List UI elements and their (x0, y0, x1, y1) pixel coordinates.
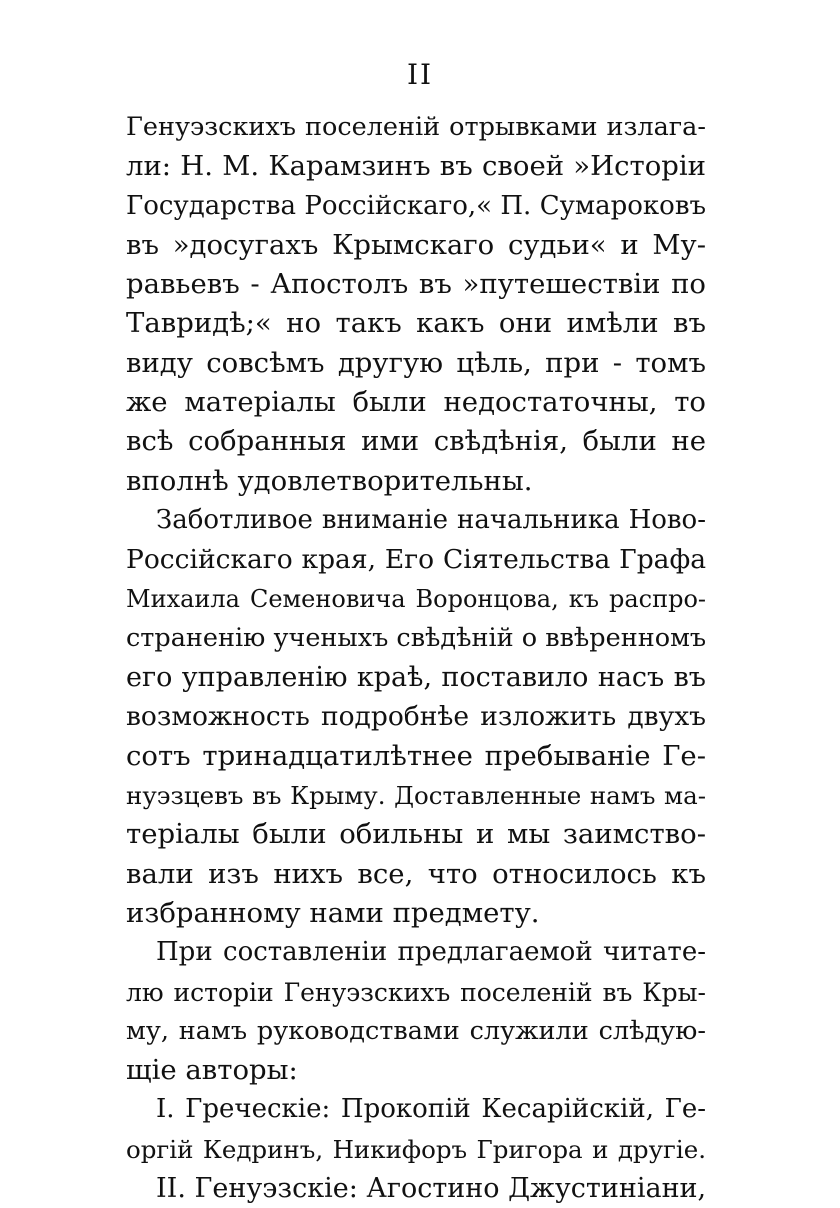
text-line: теріалы были обильны и мы заимство- (126, 818, 706, 851)
text-line: При составленіи предлагаемой читате- (156, 937, 706, 968)
text-line: Михаила Семеновича Воронцова, къ распро- (126, 584, 706, 613)
text-line: его управленію краѣ, поставило насъ въ (126, 662, 706, 694)
text-line: въ »досугахъ Крымскаго судьи« и Му- (126, 228, 706, 261)
text-line: ли: Н. М. Карамзинъ въ своей »Исторіи (126, 150, 706, 183)
text-line: Россійскаго края, Его Сіятельства Графа (126, 544, 706, 576)
text-line: Генуэзскихъ поселеній отрывками излага- (126, 112, 706, 142)
text-line: му, намъ руководствами служили слѣдую- (126, 1015, 706, 1046)
text-line: оргій Кедринъ, Никифоръ Григора и другіе. (126, 1134, 706, 1164)
text-line: виду совсѣмъ другую цѣль, при - томъ (126, 346, 706, 379)
text-line: сотъ тринадцатилѣтнее пребываніе Ге- (126, 739, 706, 772)
page-number: II (406, 58, 434, 91)
text-line: избранному нами предмету. (126, 896, 540, 929)
text-line: II. Генуэзскіе: Агостино Джустиніани, (156, 1173, 707, 1205)
text-line: вполнѣ удовлетворительны. (126, 464, 533, 497)
text-line: равьевъ - Апостолъ въ »путешествіи по (126, 268, 706, 301)
text-line: возможность подробнѣе изложить двухъ (126, 701, 706, 733)
page-body-text (126, 108, 706, 1208)
text-line: щіе авторы: (126, 1054, 298, 1087)
text-line: Государства Россійскаго,« П. Сумароковъ (126, 190, 706, 221)
text-line: Тавридѣ;« но такъ какъ они имѣли въ (126, 307, 706, 340)
text-line: лю исторіи Генуэзскихъ поселеній въ Кры- (126, 977, 706, 1007)
text-line: Заботливое вниманіе начальника Ново- (156, 504, 706, 535)
text-line: вали изъ нихъ все, что относилось къ (126, 857, 706, 890)
text-line: всѣ собранныя ими свѣдѣнія, были не (126, 425, 706, 458)
text-line: нуэзцевъ въ Крыму. Доставленные намъ ма- (126, 781, 706, 811)
text-line: же матеріалы были недостаточны, то (126, 386, 706, 419)
text-line: страненію ученыхъ свѣдѣній о ввѣренномъ (126, 622, 707, 653)
text-line: I. Греческіе: Прокопій Кесарійскій, Ге- (156, 1094, 706, 1125)
